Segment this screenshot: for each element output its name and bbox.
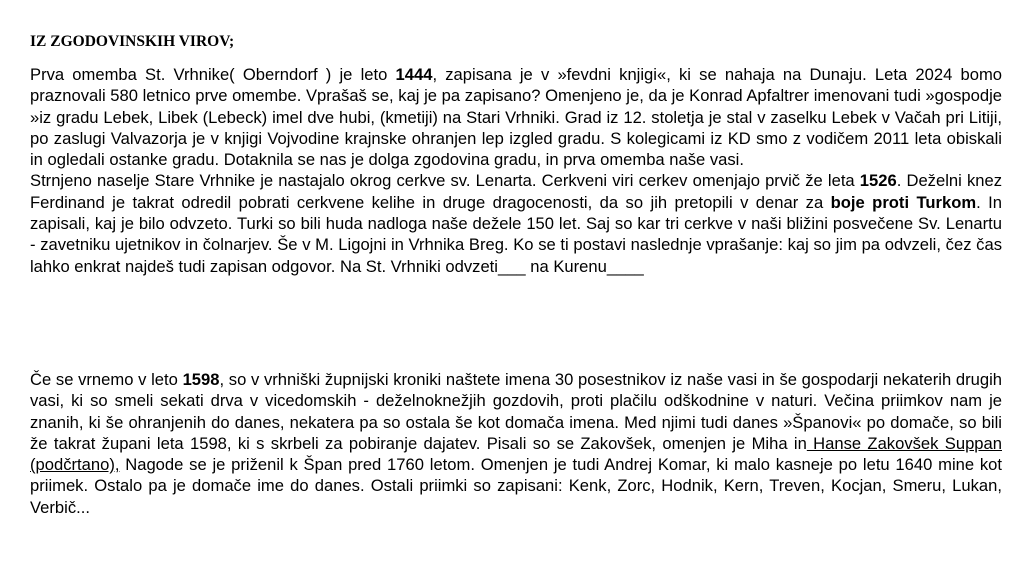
document-page [30,0,1002,576]
paragraph-history-text [30,64,1002,277]
paragraph-church [30,170,1002,276]
bold-phrase-turks: boje proti Turkom [830,192,977,212]
year-1444: 1444 [395,65,433,84]
text-run: . In zapisali, kaj je bilo odvzeto. Turki so bili huda nadloga naše dežele 150 let. Saj so kar tri cerkve v naši bližini posvečene Sv. Lenartu - zavetniku ujetnikov in čolnarjev. Še v M. Ligojni in Vrhnika Breg. Ko se ti postavi naslednje vprašanje: kaj so jim pa odvzeli, čez čas lahko enkrat najdeš tudi zapisan odgovor. Na St. Vrhniki odvzeti___ na Kurenu____ [30,192,1002,276]
paragraph-1598-chronicle [30,369,1002,518]
text-run: Strnjeno naselje Stare Vrhnike je nastajalo okrog cerkve sv. Lenarta. Cerkveni viri cerkev omenjajo prvič že leta [30,171,860,191]
text-run: Prva omemba St. Vrhnike( Oberndorf ) je leto [30,65,396,84]
year-1526: 1526 [859,171,897,191]
text-run: , zapisana je v »fevdni knjigi«, ki se nahaja na Dunaju. Leta 2024 bomo praznovali 580 letnico prve omembe. Vprašaš se, kaj je pa zapisano? Omenjeno je, da je Konrad Apfaltrer imenovani tudi »gospodje »iz gradu Lebek, Libek (Lebeck) imel dve hubi, (kmetiji) na Stari Vrhniki. Grad iz 12. stoletja je stal v zaselku Lebek v Vačah pri Litiji, po zaslugi Valvazorja je v knjigi Vojvodine krajnske ohranjen lep izgled gradu. S kolegicami iz KD smo z vodičem 2011 leta obiskali in ogledali ostanke gradu. Dotaknila se nas je dolga zgodovina gradu, in prva omemba naše vasi. [30,65,1002,170]
text-run: , so v vrhniški župnijski kroniki naštete imena 30 posestnikov iz naše vasi in še gospodarji nekaterih drugih vasi, ki so smeli sekati drva v vicedomskih - deželnoknežjih gozdovih, proti plačilu odškodnine v naturi. Večina priimkov nam je znanih, ki še ohranjenih do danes, nekatera pa so ostala še kot domača imena. Med njimi tudi danes »Španovi« po domače, so bili že takrat župani leta 1598, ki s skrbeli za pobiranje dajatev. Pisali so se Zakovšek, omenjen je Miha in [30,370,1003,453]
year-1598: 1598 [182,370,220,389]
text-run: Če se vrnemo v leto [30,370,183,389]
document-title: IZ ZGODOVINSKIH VIROV; [30,33,235,50]
paragraph-first-mention [30,64,1002,170]
text-run: . Deželni knez Ferdinand je takrat odredil pobrati cerkvene kelihe in druge dragocenosti, da so jih pretopili v denar za [30,171,1002,212]
underlined-name: Hanse Zakovšek Suppan (podčrtano), [30,433,1002,475]
text-run: Nagode se je priženil k Špan pred 1760 letom. Omenjen je tudi Andrej Komar, ki malo kasneje po letu 1640 mine kot priimek. Ostalo pa je domače ime do danes. Ostali priimki so zapisani: Kenk, Zorc, Hodnik, Kern, Treven, Kocjan, Smeru, Lukan, Verbič... [30,455,1002,517]
